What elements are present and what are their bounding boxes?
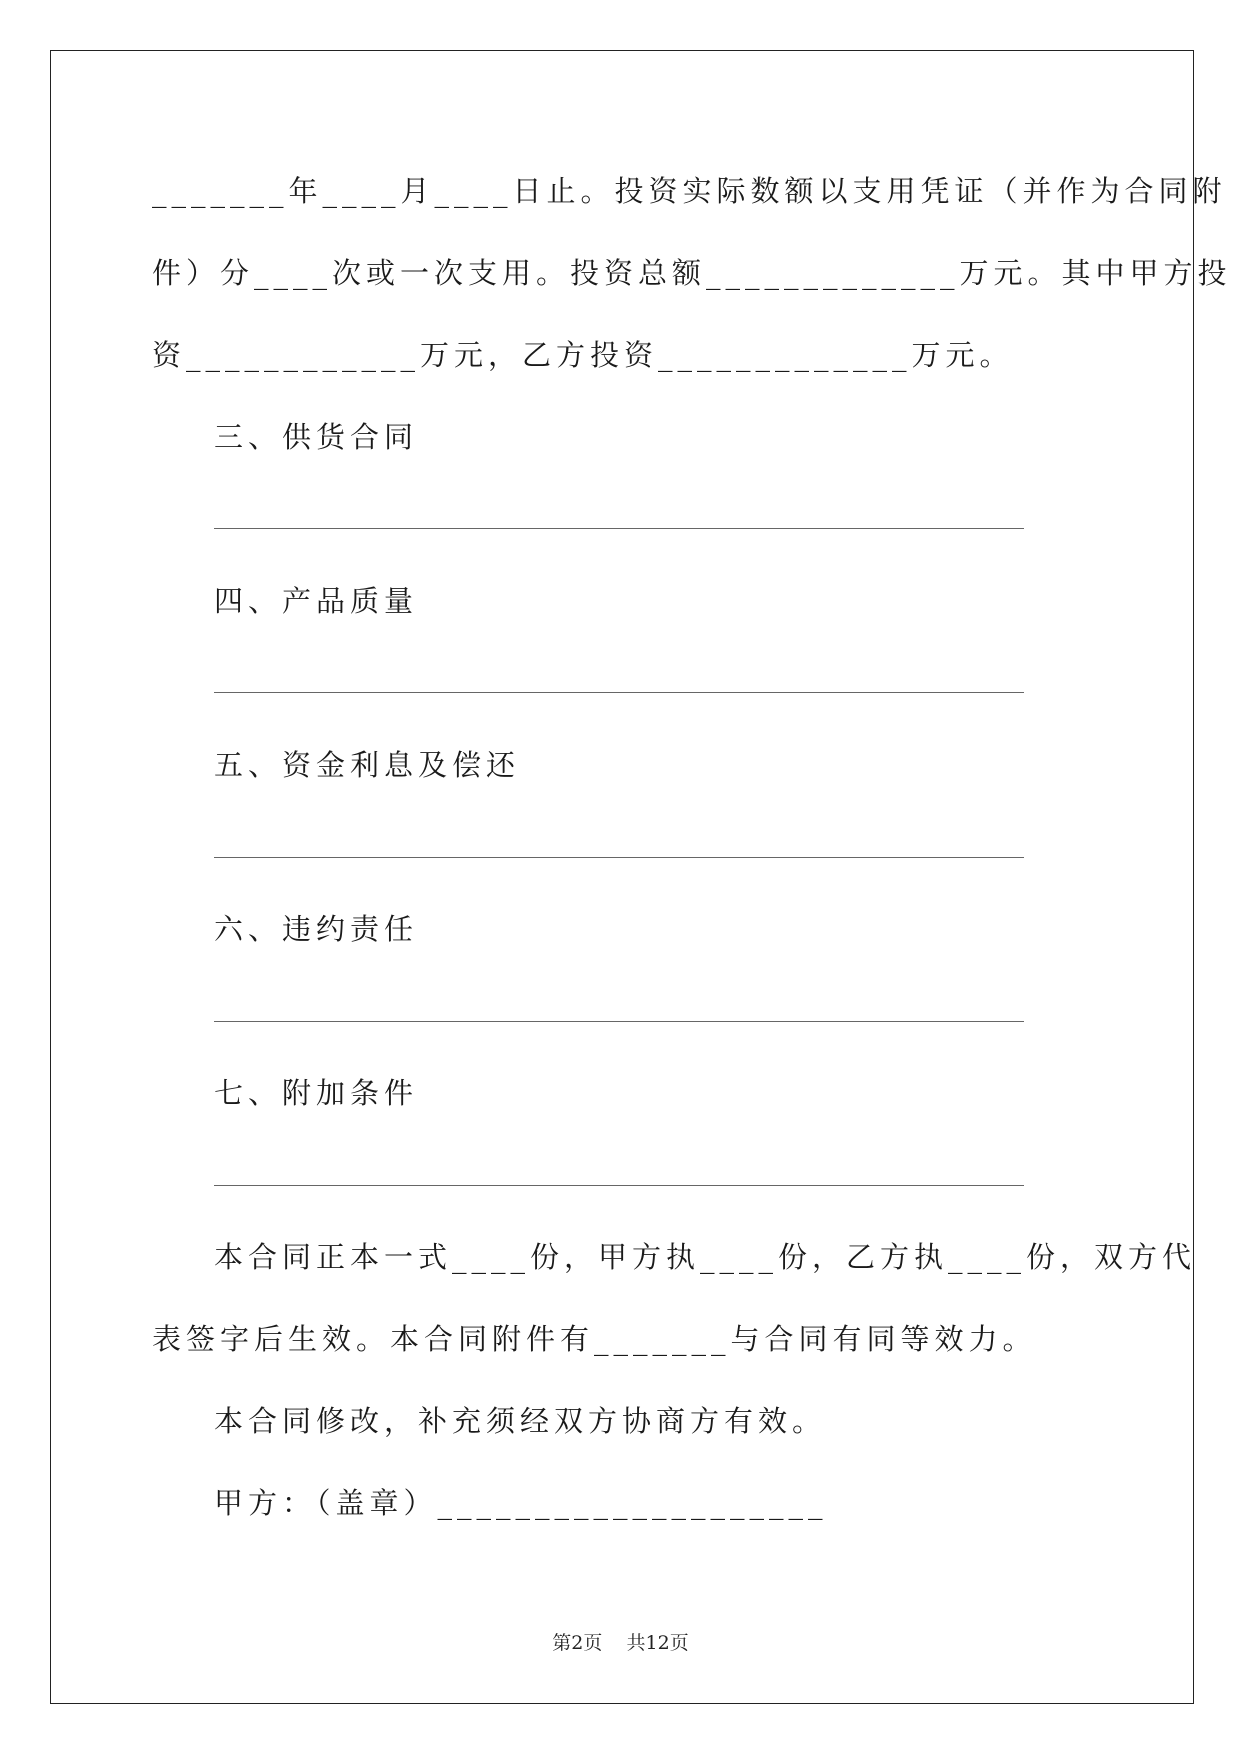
blank-fill-line (214, 857, 1024, 858)
blank-fill-line (214, 1021, 1024, 1022)
page-footer: 第2页 共12页 (552, 1632, 689, 1654)
party-a-signature: 甲方：（盖章）____________________ (214, 1486, 828, 1520)
section-heading-7: 七、附加条件 (214, 1076, 419, 1110)
section-heading-3: 三、供货合同 (214, 420, 419, 454)
para-amendment: 本合同修改，补充须经双方协商方有效。 (214, 1404, 827, 1438)
blank-fill-line (214, 692, 1024, 693)
body-line-1: _______年____月____日止。投资实际数额以支用凭证（并作为合同附 (152, 174, 1227, 208)
body-line-2: 件）分____次或一次支用。投资总额_____________万元。其中甲方投 (152, 256, 1232, 290)
section-heading-6: 六、违约责任 (214, 912, 419, 946)
para-copies-line-1: 本合同正本一式____份，甲方执____份，乙方执____份，双方代 (214, 1240, 1197, 1274)
page-border (50, 50, 1197, 1704)
section-heading-5: 五、资金利息及偿还 (214, 748, 521, 782)
section-heading-4: 四、产品质量 (214, 584, 419, 618)
body-line-3: 资____________万元，乙方投资_____________万元。 (152, 338, 1014, 372)
blank-fill-line (214, 1185, 1024, 1186)
blank-fill-line (214, 528, 1024, 529)
para-copies-line-2: 表签字后生效。本合同附件有_______与合同有同等效力。 (152, 1322, 1037, 1356)
